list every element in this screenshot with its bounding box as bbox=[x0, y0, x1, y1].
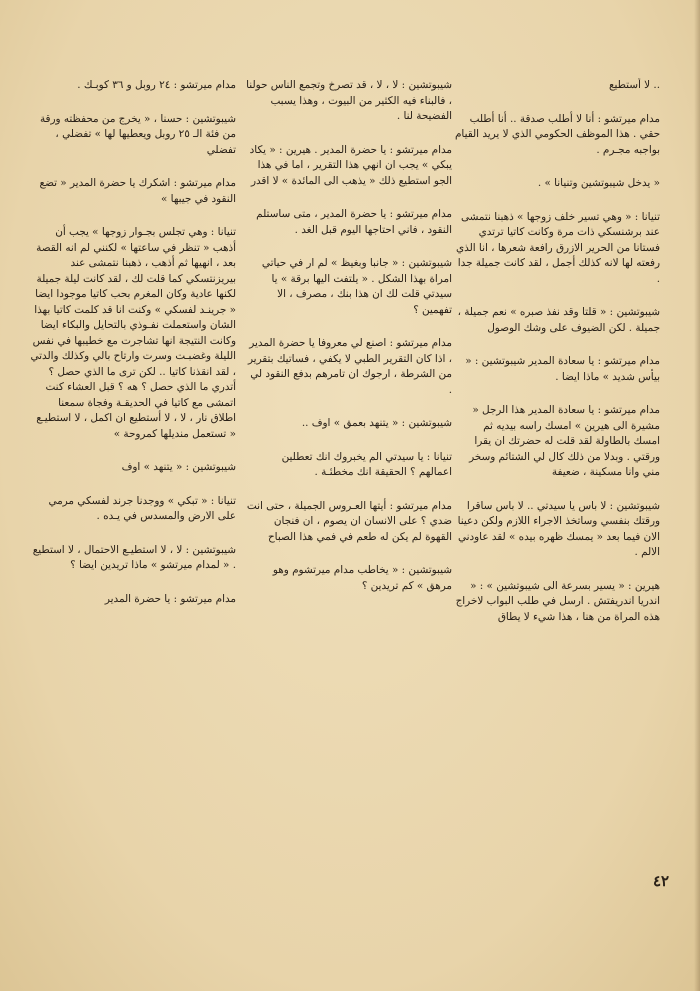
paragraph: شيبوتشين : لا ، لا ، قد تصرخ وتجمع الناس حولنا ، فالبناء فيه الكثير من البيوت ، وهذا يسبب الفضيحة لنا . bbox=[246, 79, 452, 122]
paragraph: شيبوتشين : « يخاطب مدام ميرتشوم وهو مرهق » كم تريدين ؟ bbox=[272, 564, 452, 592]
paragraph: مدام ميرتشو : يا حضرة المدير . هيرين : « يكاد يبكي » يجب ان انهي هذا التقرير ، اما في هذا الجو استطيع ذلك « يذهب الى المائدة » لا اقدر bbox=[249, 143, 452, 187]
paragraph: هيرين : « يسير بسرعة الى شيبوتشين » : « اندريا اندريفتش . ارسل في طلب البواب لاخراج هذه المراة من هنا ، هذا شيء لا يطاق bbox=[455, 579, 660, 623]
paragraph: تنيانا : « وهي تسير خلف زوجها » ذهبنا نتمشى عند برشنسكي ذات مرة وكانت كاتيا ترتدي فستانا من الحرير الازرق رافعة شعرها ، انا الذي رفعته لها لانه كذلك أجمل ، لقد كانت جميلة جدا . bbox=[455, 210, 660, 285]
paragraph: مدام ميرتشو : يا سعادة المدير شيبوتشين : « بيأس شديد » ماذا ايضا . bbox=[465, 355, 660, 383]
paragraph: تنيانا : يا سيدتي الم يخبروك انك تعطلين اعمالهم ؟ الحقيقة انك مخطئـة . bbox=[281, 450, 452, 478]
paragraph: مدام ميرتشو : اشكرك يا حضرة المدير « تضع النقود في جيبها » bbox=[39, 177, 236, 205]
paragraph: شيبوتشين : لا ، لا استطيـع الاحتمال ، لا استطيع . « لمدام ميرتشو » ماذا تريدين ايضا ؟ bbox=[32, 543, 236, 571]
paragraph: مدام ميرتشو : يا حضرة المدير ، متى ساستلم النقود ، فاني احتاجها اليوم قبل الغد . bbox=[256, 208, 452, 236]
paragraph: تنيانا : « تبكي » ووجدنا جرند لفسكي مرمي على الارض والمسدس في يـده . bbox=[48, 494, 236, 522]
text-column-left bbox=[30, 78, 236, 878]
paragraph: مدام ميرتشو : يا حضرة المدير bbox=[104, 592, 236, 605]
paragraph: « يدخل شيبوتشين وتنيانا » . bbox=[537, 177, 660, 189]
paragraph: شيبوتشين : « يتنهد » اوف bbox=[121, 461, 236, 473]
paragraph: مدام ميرتشو : يا سعادة المدير هذا الرجل « مشيرة الى هيرين » امسك راسه بيديه ثم امسك بالطاولة لقد قلت له حضرتك ان يقرا ورقتي . وبدلا من ذلك كال لي الشتائم وسخر مني وانا مسكينة ، ضعيفة bbox=[469, 404, 660, 478]
paragraph: مدام ميرتشو : ٢٤ روبل و ٣٦ كوبـك . bbox=[77, 79, 236, 91]
paragraph: تنيانا : وهي تجلس بجـوار زوجها » يجب أن أذهب « تنظر في ساعتها » لكنني لم انه القصة بعد ، انهيها ثم أذهب ، ذهبنا نتمشى عند بيريزنتسكي كما قلت لك ، لقد كانت ليلة جميلة لكنها عادية وكان المغرم بحب كاتيا موجودا ايضا « جرينـد لفسكي » وكنت انا قد كلمت كاتيا بهذا الشان واستعملت نفـوذي بالتحايل والبكاء ايضا وكانت النتيجة انها تشاجرت مع خطيبها في نفس الليلة وغضبـت وسرت وارتاح بالي وكذلك والدتي ، لقد انقذنا كاتيا .. لكن ترى ما الذي حصل ؟ أتدري ما الذي حصل ؟ هه ؟ قبل العشاء كنت اتمشى مع كاتيا في الحديقـة وفجاة سمعنا اطلاق نار ، لا ، لا أستطيع ان اكمل ، لا استطيـع « تستعمل منديلها كمروحة » bbox=[30, 226, 236, 440]
page-number: ٤٢ bbox=[653, 872, 670, 890]
paragraph: مدام ميرتشو : أيتها العـروس الجميلة ، حتى انت ضدي ؟ على الانسان ان يصوم ، ان فنجان القهوة لم يكن له طعم في فمي هذا الصباح bbox=[246, 499, 452, 543]
paragraph: شيبوتشين : لا باس يا سيدتي .. لا باس ساقرا ورقتك بنفسي وساتخذ الاجراء اللازم ولكن دعينا الان فيما بعد « يمسك ظهره بيده » لقد عاودني الالم . bbox=[457, 499, 660, 558]
paragraph: شيبوتشين : « جانبا وبغيظ » لم ار في حياتي امراة بهذا الشكل . « يلتفت اليها برقة » يا سيدتي قلت لك ان هذا بنك ، مصرف ، الا تفهمين ؟ bbox=[261, 257, 452, 316]
paragraph: شيبوتشين : « قلتا وقد نفذ صبره » نعم جميلة ، جميلة . لكن الضيوف على وشك الوصول bbox=[457, 306, 660, 334]
text-column-right bbox=[454, 78, 660, 878]
paragraph: مدام ميرتشو : أنا لا أطلب صدقة .. أنا أطلب حقي . هذا الموظف الحكومي الذي لا يريد القيام بواجبه مجـرم . bbox=[454, 112, 660, 156]
text-column-middle bbox=[246, 78, 452, 878]
paragraph: شيبوتشين : « يتنهد بعمق » اوف .. bbox=[301, 417, 452, 429]
paragraph: .. لا أستطيع bbox=[608, 79, 660, 91]
paragraph: شيبوتشين : حسنا ، « يخرج من محفظته ورقة من فئة الـ ٢٥ روبل ويعطيها لها » تفضلي ، تفضلي bbox=[39, 112, 236, 156]
paragraph: مدام ميرتشو : اصنع لي معروفا يا حضرة المدير ، اذا كان التقرير الطبي لا يكفي ، فساتيك بتقرير من الشرطة ، ارجوك ان تامرهم بدفع النقود لي . bbox=[247, 337, 452, 396]
page-edge-shadow bbox=[694, 0, 700, 991]
